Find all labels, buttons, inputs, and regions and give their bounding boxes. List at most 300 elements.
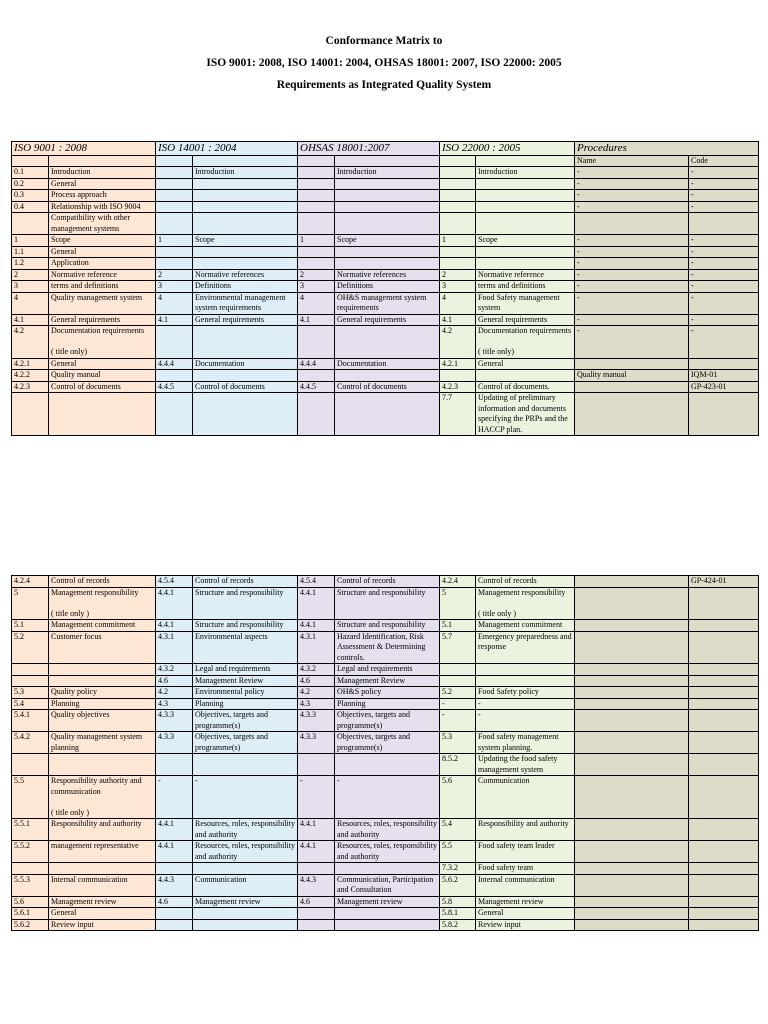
iso14001-title-cell: Environmental management system requirements [193,292,298,314]
ohsas18001-title-cell: Resources, roles, responsibility and authority [335,841,440,863]
iso14001-clause-cell: - [156,776,193,819]
iso22000-clause-cell: 5.3 [440,732,476,754]
iso22000-clause-cell: 4 [440,292,476,314]
procedure-name-cell: - [575,190,689,202]
iso14001-clause-cell [156,326,193,359]
iso14001-clause-cell: 4.3.2 [156,664,193,676]
iso9001-title-cell: Quality management system [49,292,156,314]
document-standards-line: ISO 9001: 2008, ISO 14001: 2004, OHSAS 18001: 2007, ISO 22000: 2005 [206,57,562,69]
iso22000-clause-cell [440,675,476,687]
header-spacer-cell [335,156,440,167]
iso14001-title-cell: Structure and responsibility [193,620,298,632]
iso22000-title-cell: Food Safety policy [476,687,575,699]
iso22000-clause-cell: 2 [440,269,476,281]
table-row [12,190,759,202]
table-row [12,370,759,382]
ohsas18001-title-cell: Documentation [335,358,440,370]
iso14001-clause-cell: 4.2 [156,687,193,699]
procedures-subheader-row [12,156,759,167]
column-header: ISO 9001 : 2008 [12,142,156,156]
procedure-name-cell: - [575,246,689,258]
procedure-code-cell [689,863,759,875]
iso22000-clause-cell: 3 [440,281,476,293]
iso22000-title-cell: Review input [476,919,575,931]
iso9001-title-cell: General [49,358,156,370]
iso9001-title-cell: Quality manual [49,370,156,382]
procedure-name-cell [575,819,689,841]
procedure-name-cell: - [575,258,689,270]
iso9001-title-cell: Normative reference [49,269,156,281]
procedure-code-cell: - [689,246,759,258]
iso22000-title-cell [476,201,575,213]
iso22000-clause-cell: 4.2.1 [440,358,476,370]
iso22000-title-cell: Control of documents. [476,381,575,393]
procedure-name-cell: Quality manual [575,370,689,382]
iso14001-title-cell: Objectives, targets and programme(s) [193,732,298,754]
ohsas18001-title-cell [335,190,440,202]
iso14001-title-cell: Control of records [193,576,298,588]
procedure-name-cell [575,710,689,732]
iso14001-clause-cell: 4.3 [156,698,193,710]
iso14001-clause-cell [156,190,193,202]
procedure-code-cell [689,919,759,931]
procedure-name-cell [575,874,689,896]
iso22000-title-cell: - [476,710,575,732]
iso22000-title-cell [476,675,575,687]
procedure-code-cell [689,908,759,920]
iso22000-clause-cell: 5.6 [440,776,476,819]
ohsas18001-clause-cell [298,326,335,359]
ohsas18001-clause-cell: 4.6 [298,896,335,908]
iso14001-title-cell [193,908,298,920]
iso9001-title-cell: Customer focus [49,631,156,664]
procedure-name-cell [575,687,689,699]
ohsas18001-title-cell: Definitions [335,281,440,293]
ohsas18001-title-cell [335,919,440,931]
iso22000-title-cell: Updating of preliminary information and documents specifying the PRPs and the HACCP plan. [476,393,575,436]
ohsas18001-clause-cell: 4.1 [298,314,335,326]
procedure-name-cell [575,754,689,776]
procedure-code-cell: - [689,314,759,326]
ohsas18001-title-cell [335,201,440,213]
procedure-code-cell: - [689,201,759,213]
ohsas18001-title-cell: Planning [335,698,440,710]
iso14001-clause-cell: 4.6 [156,675,193,687]
ohsas18001-clause-cell [298,167,335,179]
iso9001-title-cell: General requirements [49,314,156,326]
table-row [12,576,759,588]
iso14001-clause-cell: 4.4.1 [156,819,193,841]
iso22000-title-cell: Food safety team leader [476,841,575,863]
ohsas18001-title-cell: Objectives, targets and programme(s) [335,732,440,754]
table-row [12,698,759,710]
iso9001-clause-cell: 4 [12,292,49,314]
iso9001-clause-cell: 5.5.1 [12,819,49,841]
procedure-name-cell: - [575,314,689,326]
procedure-name-cell [575,620,689,632]
iso22000-title-cell: Updating the food safety management system [476,754,575,776]
iso14001-title-cell [193,919,298,931]
iso9001-clause-cell: 2 [12,269,49,281]
iso14001-clause-cell: 4.4.5 [156,381,193,393]
ohsas18001-title-cell: Management Review [335,675,440,687]
procedure-code-cell [689,213,759,235]
procedure-code-cell [689,393,759,436]
table-row [12,587,759,620]
iso22000-clause-cell: 5.8 [440,896,476,908]
procedure-name-cell [575,675,689,687]
iso22000-title-cell [476,664,575,676]
iso9001-title-cell: Management commitment [49,620,156,632]
iso9001-clause-cell: 3 [12,281,49,293]
table-row [12,675,759,687]
ohsas18001-title-cell: Resources, roles, responsibility and authority [335,819,440,841]
ohsas18001-clause-cell: 4 [298,292,335,314]
iso22000-clause-cell [440,664,476,676]
iso14001-title-cell [193,213,298,235]
iso14001-clause-cell: 4.5.4 [156,576,193,588]
ohsas18001-title-cell: Control of records [335,576,440,588]
table-row [12,281,759,293]
iso22000-clause-cell: 1 [440,235,476,247]
iso22000-title-cell: Management review [476,896,575,908]
iso9001-clause-cell [12,675,49,687]
iso14001-title-cell [193,178,298,190]
iso22000-clause-cell [440,246,476,258]
iso9001-clause-cell: 0.4 [12,201,49,213]
iso9001-clause-cell [12,664,49,676]
column-header: ISO 22000 : 2005 [440,142,575,156]
procedure-code-cell [689,819,759,841]
table-row [12,874,759,896]
iso9001-clause-cell: 4.2.1 [12,358,49,370]
procedure-code-cell: GP-423-01 [689,381,759,393]
procedure-code-cell [689,754,759,776]
table-row [12,213,759,235]
ohsas18001-clause-cell: 4.4.1 [298,819,335,841]
iso9001-title-cell: Quality management system planning [49,732,156,754]
procedure-code-cell: - [689,281,759,293]
ohsas18001-clause-cell: 4.3 [298,698,335,710]
iso22000-clause-cell: 5.1 [440,620,476,632]
iso9001-title-cell: Responsibility authority and communication ( title only ) [49,776,156,819]
procedure-name-cell: - [575,269,689,281]
iso9001-clause-cell: 5.5 [12,776,49,819]
document-subtitle: Requirements as Integrated Quality System [276,79,492,91]
iso22000-title-cell [476,178,575,190]
procedure-name-cell [575,381,689,393]
iso9001-clause-cell: 5.6 [12,896,49,908]
iso9001-clause-cell: 5.4.2 [12,732,49,754]
iso14001-clause-cell [156,754,193,776]
procedure-code-cell [689,874,759,896]
procedure-code-cell [689,698,759,710]
iso22000-clause-cell: 5.6.2 [440,874,476,896]
document-header [0,30,768,96]
iso14001-title-cell: Management Review [193,675,298,687]
iso14001-clause-cell: 4.1 [156,314,193,326]
iso14001-title-cell: Structure and responsibility [193,587,298,620]
iso14001-title-cell: Environmental policy [193,687,298,699]
header-spacer-cell [156,156,193,167]
procedure-name-cell [575,576,689,588]
iso9001-clause-cell: 5 [12,587,49,620]
ohsas18001-clause-cell [298,213,335,235]
iso9001-title-cell [49,675,156,687]
iso9001-title-cell [49,393,156,436]
iso9001-title-cell: General [49,178,156,190]
procedure-name-cell: - [575,326,689,359]
iso14001-clause-cell: 4.6 [156,896,193,908]
iso14001-clause-cell [156,393,193,436]
procedure-code-cell [689,620,759,632]
iso9001-clause-cell: 4.2 [12,326,49,359]
table-row [12,664,759,676]
ohsas18001-clause-cell [298,246,335,258]
iso14001-title-cell [193,201,298,213]
iso14001-clause-cell [156,863,193,875]
header-spacer-cell [476,156,575,167]
iso22000-clause-cell: 4.2.3 [440,381,476,393]
iso22000-clause-cell [440,258,476,270]
procedure-name-cell [575,919,689,931]
table-row [12,687,759,699]
conformance-matrix-table-2 [11,575,759,931]
table-row [12,620,759,632]
iso14001-clause-cell: 2 [156,269,193,281]
iso22000-clause-cell [440,201,476,213]
table-row [12,246,759,258]
iso22000-title-cell: Internal communication [476,874,575,896]
iso14001-clause-cell: 4.3.3 [156,710,193,732]
procedure-name-cell: - [575,167,689,179]
iso22000-clause-cell: 5.7 [440,631,476,664]
ohsas18001-title-cell: Legal and requirements [335,664,440,676]
iso22000-title-cell: General [476,908,575,920]
iso22000-clause-cell: - [440,710,476,732]
iso9001-title-cell [49,664,156,676]
procedure-name-cell [575,664,689,676]
iso14001-title-cell: Introduction [193,167,298,179]
procedure-name-cell: - [575,281,689,293]
iso9001-clause-cell: 0.2 [12,178,49,190]
procedure-code-cell [689,841,759,863]
iso22000-clause-cell [440,178,476,190]
header-spacer-cell [440,156,476,167]
ohsas18001-clause-cell [298,919,335,931]
ohsas18001-clause-cell: 4.3.1 [298,631,335,664]
iso22000-title-cell: Control of records [476,576,575,588]
iso9001-clause-cell: 5.4 [12,698,49,710]
iso22000-clause-cell: 7.3.2 [440,863,476,875]
iso22000-clause-cell [440,190,476,202]
ohsas18001-clause-cell: 4.5.4 [298,576,335,588]
iso14001-clause-cell [156,908,193,920]
procedure-code-cell: - [689,178,759,190]
iso9001-title-cell: Compatibility with other management systems [49,213,156,235]
iso22000-clause-cell: 5.8.2 [440,919,476,931]
iso9001-clause-cell: 5.5.2 [12,841,49,863]
iso14001-title-cell [193,258,298,270]
iso9001-title-cell: General [49,908,156,920]
iso14001-title-cell: Management review [193,896,298,908]
procedure-name-cell [575,908,689,920]
iso9001-clause-cell [12,213,49,235]
iso22000-title-cell: - [476,698,575,710]
iso9001-title-cell: Introduction [49,167,156,179]
procedure-code-cell [689,631,759,664]
standards-header-row [12,142,759,156]
procedure-name-cell: - [575,178,689,190]
procedure-name-cell [575,863,689,875]
ohsas18001-title-cell: - [335,776,440,819]
ohsas18001-title-cell: Scope [335,235,440,247]
iso14001-title-cell: Environmental aspects [193,631,298,664]
ohsas18001-clause-cell: 4.6 [298,675,335,687]
table-row [12,201,759,213]
ohsas18001-title-cell [335,393,440,436]
iso9001-title-cell: Application [49,258,156,270]
iso22000-title-cell: General requirements [476,314,575,326]
table-row [12,631,759,664]
iso14001-title-cell: Resources, roles, responsibility and authority [193,841,298,863]
table-row [12,393,759,436]
header-spacer-cell [49,156,156,167]
iso9001-clause-cell: 5.3 [12,687,49,699]
ohsas18001-clause-cell [298,370,335,382]
iso22000-clause-cell: 8.5.2 [440,754,476,776]
procedures-subheader: Name [575,156,689,167]
procedure-name-cell [575,631,689,664]
iso14001-title-cell: Definitions [193,281,298,293]
ohsas18001-clause-cell: 4.2 [298,687,335,699]
iso9001-title-cell: Management responsibility ( title only ) [49,587,156,620]
table-row [12,819,759,841]
iso9001-clause-cell: 0.1 [12,167,49,179]
procedure-code-cell: IQM-01 [689,370,759,382]
procedure-code-cell [689,896,759,908]
table-row [12,292,759,314]
iso22000-clause-cell: 4.2 [440,326,476,359]
iso22000-title-cell: Scope [476,235,575,247]
conformance-matrix-table-1 [11,141,759,436]
ohsas18001-clause-cell: 4.4.1 [298,620,335,632]
iso14001-clause-cell [156,258,193,270]
iso9001-clause-cell [12,863,49,875]
iso9001-title-cell [49,863,156,875]
iso9001-title-cell: Planning [49,698,156,710]
iso14001-clause-cell: 4.4.3 [156,874,193,896]
iso9001-clause-cell: 1 [12,235,49,247]
column-header: Procedures [575,142,759,156]
iso9001-clause-cell: 4.2.2 [12,370,49,382]
iso9001-clause-cell: 4.2.3 [12,381,49,393]
table-row [12,269,759,281]
iso22000-title-cell: Communication [476,776,575,819]
iso14001-clause-cell: 4.4.1 [156,587,193,620]
ohsas18001-title-cell [335,246,440,258]
iso9001-title-cell: terms and definitions [49,281,156,293]
procedure-code-cell [689,687,759,699]
iso14001-clause-cell [156,178,193,190]
iso9001-clause-cell: 5.1 [12,620,49,632]
table-row [12,732,759,754]
procedure-code-cell: - [689,326,759,359]
iso22000-clause-cell: 4.1 [440,314,476,326]
procedure-name-cell [575,841,689,863]
header-spacer-cell [298,156,335,167]
iso9001-clause-cell [12,393,49,436]
iso14001-title-cell [193,863,298,875]
procedure-code-cell: GP-424-01 [689,576,759,588]
iso22000-clause-cell [440,213,476,235]
table-row [12,314,759,326]
iso22000-title-cell: Food safety team [476,863,575,875]
iso14001-title-cell: Planning [193,698,298,710]
iso22000-clause-cell: 7.7 [440,393,476,436]
iso14001-title-cell: Resources, roles, responsibility and authority [193,819,298,841]
iso9001-clause-cell: 5.4.1 [12,710,49,732]
ohsas18001-clause-cell: 1 [298,235,335,247]
iso14001-clause-cell [156,246,193,258]
column-header: OHSAS 18001:2007 [298,142,440,156]
iso9001-clause-cell: 5.6.1 [12,908,49,920]
ohsas18001-title-cell: Communication, Participation and Consultation [335,874,440,896]
procedure-name-cell [575,393,689,436]
iso9001-title-cell: Documentation requirements ( title only) [49,326,156,359]
iso14001-clause-cell: 4.4.4 [156,358,193,370]
ohsas18001-clause-cell: 3 [298,281,335,293]
table-row [12,258,759,270]
procedure-code-cell: - [689,258,759,270]
procedure-name-cell: - [575,235,689,247]
procedure-name-cell [575,698,689,710]
table-row [12,863,759,875]
ohsas18001-title-cell [335,258,440,270]
table-row [12,710,759,732]
ohsas18001-title-cell: Structure and responsibility [335,587,440,620]
iso14001-title-cell: Communication [193,874,298,896]
table-row [12,908,759,920]
iso9001-clause-cell: 1.1 [12,246,49,258]
ohsas18001-title-cell: Introduction [335,167,440,179]
ohsas18001-clause-cell: 4.4.3 [298,874,335,896]
iso14001-clause-cell: 4.3.1 [156,631,193,664]
ohsas18001-clause-cell [298,393,335,436]
header-spacer-cell [193,156,298,167]
procedure-name-cell [575,587,689,620]
iso14001-title-cell [193,393,298,436]
table-row [12,381,759,393]
procedure-name-cell: - [575,292,689,314]
iso22000-title-cell: General [476,358,575,370]
iso22000-title-cell: Normative reference [476,269,575,281]
iso14001-title-cell: Legal and requirements [193,664,298,676]
table-row [12,167,759,179]
procedure-code-cell: - [689,190,759,202]
iso22000-title-cell [476,370,575,382]
iso22000-clause-cell: - [440,698,476,710]
iso22000-clause-cell: 5.5 [440,841,476,863]
iso22000-title-cell [476,213,575,235]
iso14001-title-cell [193,190,298,202]
iso9001-title-cell: Internal communication [49,874,156,896]
procedure-name-cell [575,896,689,908]
ohsas18001-clause-cell: 4.4.1 [298,841,335,863]
procedure-code-cell [689,776,759,819]
iso14001-clause-cell [156,919,193,931]
iso9001-title-cell: Management review [49,896,156,908]
